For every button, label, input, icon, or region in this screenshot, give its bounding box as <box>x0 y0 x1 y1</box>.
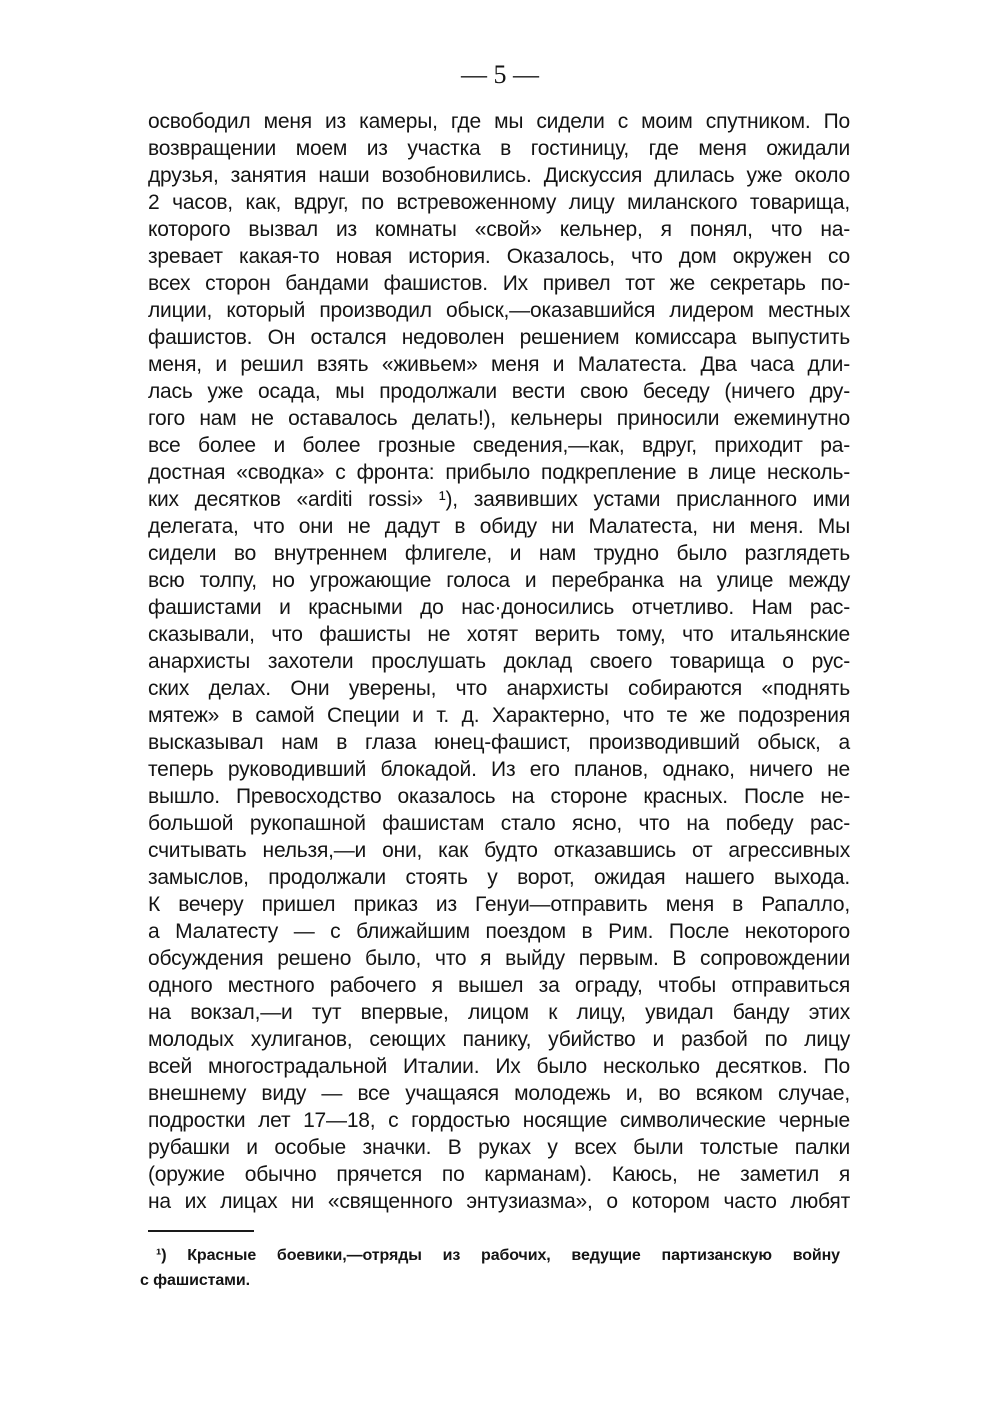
text-line: на их лицах ни «священного энтузиазма», о котором часто любят <box>148 1190 850 1213</box>
text-line: достная «сводка» с фронта: прибыло подкрепление в лице несколь- <box>148 461 850 484</box>
text-line: подростки лет 17—18, с гордостью носящие символические черные <box>148 1109 850 1132</box>
footnote-line: с фашистами. <box>140 1272 250 1289</box>
text-line: на вокзал,—и тут впервые, лицом к лицу, увидал банду этих <box>148 1001 850 1024</box>
text-line: все более и более грозные сведения,—как, вдруг, приходит ра- <box>148 434 850 457</box>
text-line: рубашки и особые значки. В руках у всех были толстые палки <box>148 1136 850 1159</box>
text-line: лась уже осада, мы продолжали вести свою беседу (ничего дру- <box>148 380 850 403</box>
text-line: делегата, что они не дадут в обиду ни Малатеста, ни меня. Мы <box>148 515 850 538</box>
text-line: которого вызвал из комнаты «свой» кельнер, я понял, что на- <box>148 218 850 241</box>
text-line: обсуждения решено было, что я выйду первым. В сопровождении <box>148 947 850 970</box>
footnote-line: ¹) Красные боевики,—отряды из рабочих, ведущие партизанскую войну <box>156 1247 840 1264</box>
text-line: а Малатесту — с ближайшим поездом в Рим. После некоторого <box>148 920 850 943</box>
text-line: анархисты захотели прослушать доклад своего товарища о рус- <box>148 650 850 673</box>
page-number: — 5 — <box>461 60 539 89</box>
text-line: фашистами и красными до нас·доносились отчетливо. Нам рас- <box>148 596 850 619</box>
text-line: зревает какая-то новая история. Оказалось, что дом окружен со <box>148 245 850 268</box>
text-line: сказывали, что фашисты не хотят верить тому, что итальянские <box>148 623 850 646</box>
text-line: сидели во внутреннем флигеле, и нам трудно было разглядеть <box>148 542 850 565</box>
text-line: теперь руководивший блокадой. Из его планов, однако, ничего не <box>148 758 850 781</box>
text-line: считывать нельзя,—и они, как будто отказавшись от агрессивных <box>148 839 850 862</box>
footnote-divider <box>148 1230 254 1232</box>
text-line: ких десятков «arditi rossi» ¹), заявивших устами присланного ими <box>148 488 850 511</box>
text-line: друзья, занятия наши возобновились. Дискуссия длилась уже около <box>148 164 850 187</box>
text-line: всю толпу, но угрожающие голоса и перебранка на улице между <box>148 569 850 592</box>
text-line: 2 часов, как, вдруг, по встревоженному лицу миланского товарища, <box>148 191 850 214</box>
footnote <box>140 1243 840 1293</box>
body-text <box>148 108 850 1215</box>
text-line: ских делах. Они уверены, что анархисты собираются «поднять <box>148 677 850 700</box>
text-line: К вечеру пришел приказ из Генуи—отправить меня в Рапалло, <box>148 893 850 916</box>
text-line: мятеж» в самой Специи и т. д. Характерно, что те же подозрения <box>148 704 850 727</box>
text-line: высказывал нам в глаза юнец-фашист, производивший обыск, а <box>148 731 850 754</box>
text-line: внешнему виду — все учащаяся молодежь и, во всяком случае, <box>148 1082 850 1105</box>
text-line: (оружие обычно прячется по карманам). Каюсь, не заметил я <box>148 1163 850 1186</box>
text-line: вышло. Превосходство оказалось на стороне красных. После не- <box>148 785 850 808</box>
text-line: меня, и решил взять «живьем» меня и Малатеста. Два часа дли- <box>148 353 850 376</box>
text-line: возвращении моем из участка в гостиницу, где меня ожидали <box>148 137 850 160</box>
text-line: одного местного рабочего я вышел за ограду, чтобы отправиться <box>148 974 850 997</box>
text-line: молодых хулиганов, сеющих панику, убийство и разбой по лицу <box>148 1028 850 1051</box>
text-line: освободил меня из камеры, где мы сидели с моим спутником. По <box>148 110 850 133</box>
text-line: большой рукопашной фашистам стало ясно, что на победу рас- <box>148 812 850 835</box>
text-line: замыслов, продолжали стоять у ворот, ожидая нашего выхода. <box>148 866 850 889</box>
text-line: всех сторон бандами фашистов. Их привел тот же секретарь по- <box>148 272 850 295</box>
text-line: лиции, который производил обыск,—оказавшийся лидером местных <box>148 299 850 322</box>
text-line: всей многострадальной Италии. Их было несколько десятков. По <box>148 1055 850 1078</box>
text-line: фашистов. Он остался недоволен решением комиссара выпустить <box>148 326 850 349</box>
text-line: гого нам не оставалось делать!), кельнеры приносили ежеминутно <box>148 407 850 430</box>
